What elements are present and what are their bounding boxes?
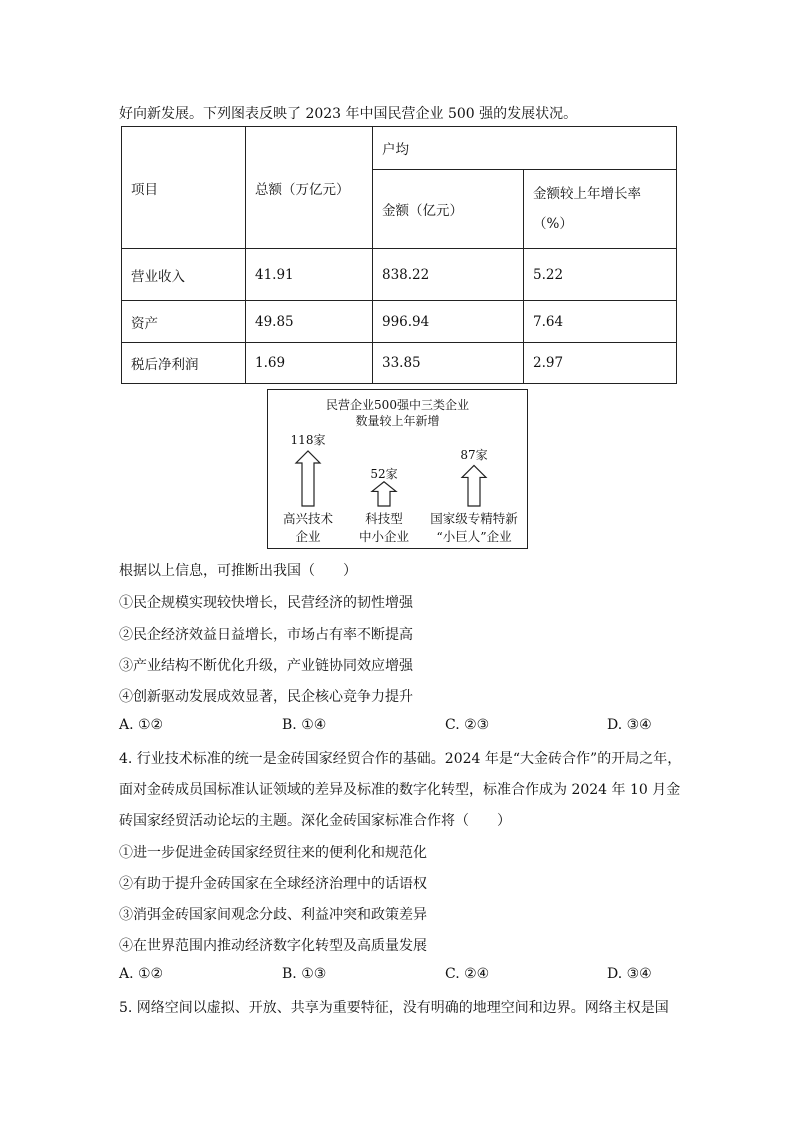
category-label-1: 高兴技术 企业 [282,511,333,544]
q3-stem: 根据以上信息，可推断出我国（ ） [119,563,357,579]
q3-option-c[interactable]: C. ②③ [445,717,490,733]
q4-statement-1: ①进一步促进金砖国家经贸往来的便利化和规范化 [119,845,427,861]
q3-statement-4: ④创新驱动发展成效显著，民企核心竞争力提升 [119,689,413,705]
arrow-mark-1 [296,451,320,506]
intro-text: 好向新发展。下列图表反映了 2023 年中国民营企业 500 强的发展状况。 [119,106,578,122]
q4-statement-3: ③消弭金砖国家间观念分歧、利益冲突和政策差异 [119,907,427,923]
table-row: 资产 49.85 996.94 7.64 [122,301,677,343]
growth-figure [267,389,528,549]
category-label-3: 国家级专精特新 “小巨人”企业 [430,511,518,544]
data-table [121,126,677,384]
count-label-2: 52家 [370,467,398,481]
header-growth-rate: 金额较上年增长率 （%） [524,170,677,249]
q4-option-b[interactable]: B. ①③ [282,966,327,982]
header-per-household: 户均 [373,127,677,170]
q4-line-3: 砖国家经贸活动论坛的主题。深化金砖国家标准合作将（ ） [119,813,511,829]
category-label-2: 科技型 中小企业 [358,511,409,544]
figure-title-2: 数量较上年新增 [355,414,440,428]
arrow-mark-2 [372,482,396,506]
table-row: 营业收入 41.91 838.22 5.22 [122,249,677,301]
header-total: 总额（万亿元） [246,127,373,249]
count-label-3: 87家 [460,448,488,462]
count-label-1: 118家 [290,433,326,447]
q4-option-d[interactable]: D. ③④ [607,966,652,982]
q3-statement-3: ③产业结构不断优化升级，产业链协同效应增强 [119,658,413,674]
header-item: 项目 [122,127,246,249]
q4-statement-2: ②有助于提升金砖国家在全球经济治理中的话语权 [119,876,427,892]
q4-line-2: 面对金砖成员国标准认证领域的差异及标准的数字化转型，标准合作成为 2024 年 10 月金 [119,782,681,798]
q5-line-1: 5. 网络空间以虚拟、开放、共享为重要特征，没有明确的地理空间和边界。网络主权是国 [119,1000,669,1016]
q3-option-d[interactable]: D. ③④ [607,717,652,733]
q4-option-a[interactable]: A. ①② [119,966,164,982]
q4-option-c[interactable]: C. ②④ [445,966,490,982]
q3-option-a[interactable]: A. ①② [119,717,164,733]
arrow-mark-3 [462,465,486,506]
table-row: 税后净利润 1.69 33.85 2.97 [122,343,677,384]
q3-option-b[interactable]: B. ①④ [282,717,327,733]
q4-statement-4: ④在世界范围内推动经济数字化转型及高质量发展 [119,938,427,954]
q3-statement-1: ①民企规模实现较快增长，民营经济的韧性增强 [119,595,413,611]
figure-title-1: 民营企业500强中三类企业 [326,398,469,412]
q3-statement-2: ②民企经济效益日益增长，市场占有率不断提高 [119,627,413,643]
header-amount: 金额（亿元） [373,170,524,249]
q4-line-1: 4. 行业技术标准的统一是金砖国家经贸合作的基础。2024 年是“大金砖合作”的开局之年， [119,751,682,767]
